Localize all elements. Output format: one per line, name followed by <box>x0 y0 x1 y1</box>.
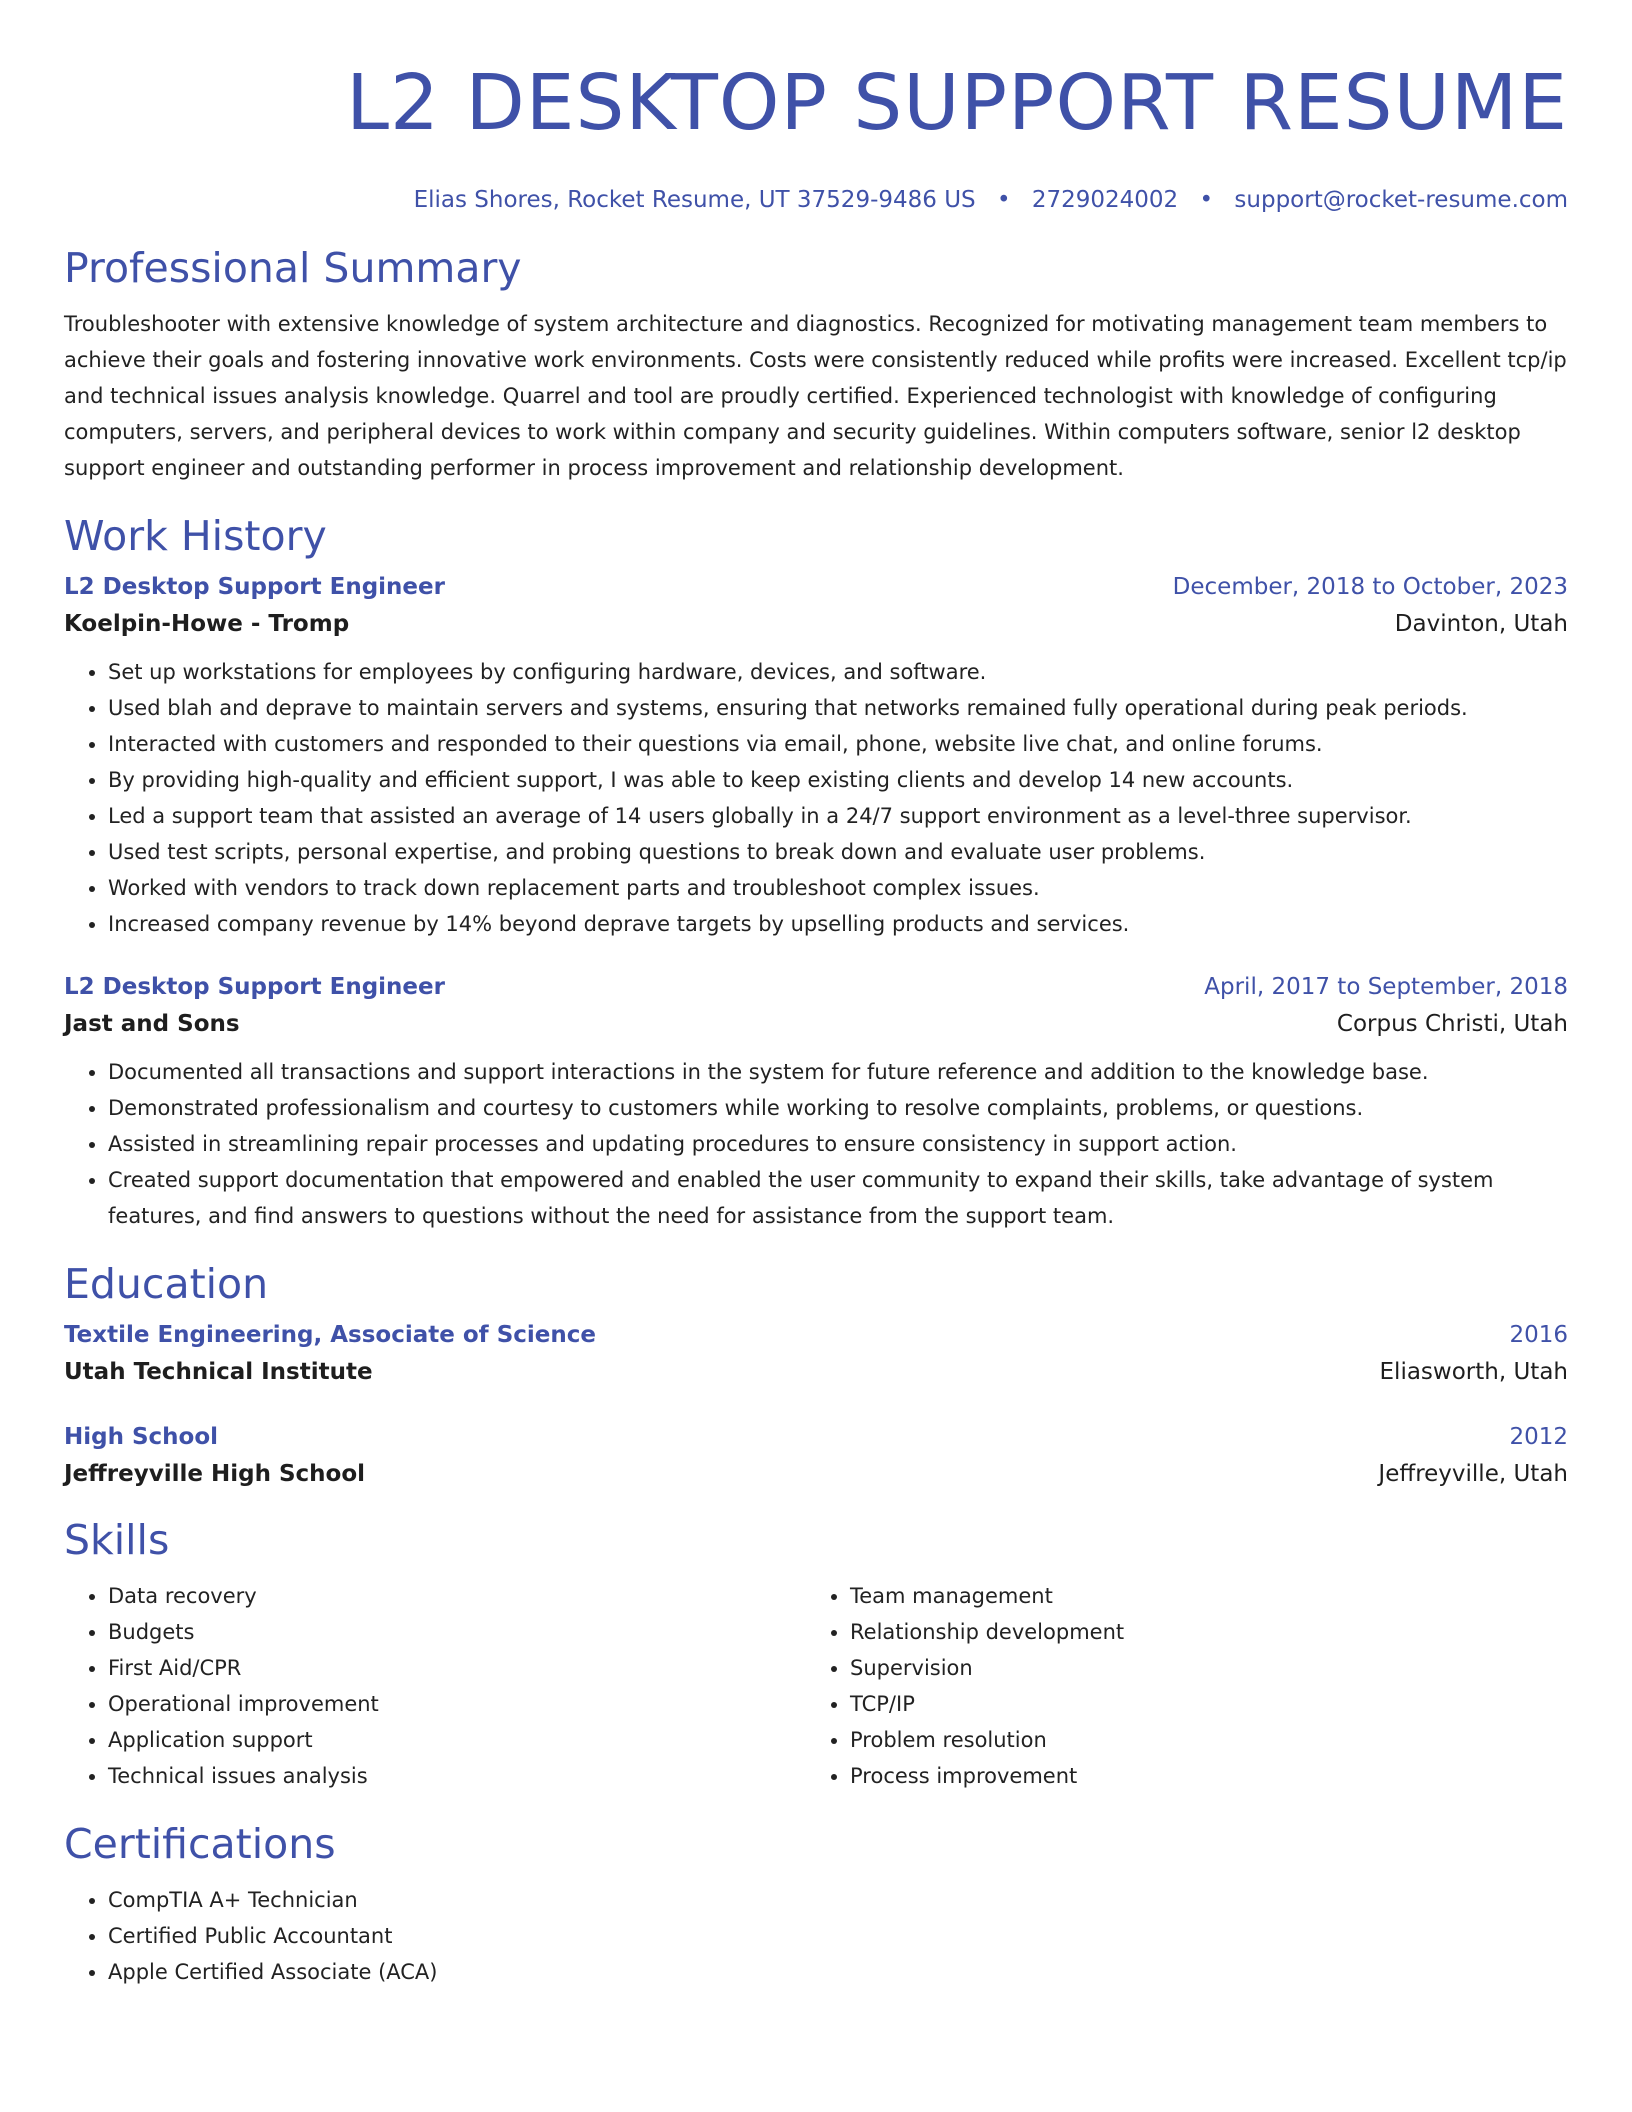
contact-separator: • <box>1199 187 1214 213</box>
skill-item: • Relationship development <box>850 1614 1548 1650</box>
contact-line <box>64 184 1568 216</box>
job-header <box>64 570 1568 604</box>
job-location: Corpus Christi, Utah <box>1336 1011 1568 1037</box>
job-bullet: • Worked with vendors to track down replacement parts and troubleshoot complex issues. <box>108 870 1568 906</box>
education-entry <box>64 1420 1568 1494</box>
certification-item: • Apple Certified Associate (ACA) <box>108 1954 1568 1990</box>
contact-email: support@rocket-resume.com <box>1234 187 1568 213</box>
contact-address: Elias Shores, Rocket Resume, UT 37529-9486 US <box>413 187 976 213</box>
education-degree: Textile Engineering, Associate of Science <box>64 1322 596 1348</box>
job-bullet: • Documented all transactions and support interactions in the system for future reference and addition to the knowledge base. <box>108 1054 1568 1090</box>
education-location: Jeffreyville, Utah <box>1378 1461 1568 1487</box>
skill-item: • Technical issues analysis <box>108 1758 806 1794</box>
skill-item: • Budgets <box>108 1614 806 1650</box>
skills-columns <box>64 1578 1568 1794</box>
job-company: Jast and Sons <box>64 1011 240 1037</box>
work-history-section <box>64 508 1568 1234</box>
job-bullet: • Used test scripts, personal expertise, and probing questions to break down and evaluate user problems. <box>108 834 1568 870</box>
job-entry <box>64 970 1568 1234</box>
skills-section <box>64 1512 1568 1794</box>
skill-item: • Application support <box>108 1722 806 1758</box>
skill-item: • Process improvement <box>850 1758 1548 1794</box>
education-section <box>64 1256 1568 1494</box>
education-heading: Education <box>64 1260 269 1308</box>
job-header <box>64 970 1568 1004</box>
job-bullet: • Created support documentation that empowered and enabled the user community to expand their skills, take advantage of system features, and find answers to questions without the need for assistance from the support team. <box>108 1162 1568 1234</box>
education-entry <box>64 1318 1568 1392</box>
summary-heading: Professional Summary <box>64 244 522 292</box>
job-dates: December, 2018 to October, 2023 <box>1172 574 1568 600</box>
skill-item: • Problem resolution <box>850 1722 1548 1758</box>
education-subheader <box>64 1454 1568 1494</box>
work-history-heading: Work History <box>64 512 327 560</box>
job-company: Koelpin-Howe - Tromp <box>64 611 350 637</box>
summary-text: Troubleshooter with extensive knowledge of system architecture and diagnostics. Recognized for motivating management team members to achieve their goals and fostering innovative work environments. Costs were consistently reduced while profits were increased. Excellent tcp/ip and technical issues analysis knowledge. Quarrel and tool are proudly certified. Experienced technologist with knowledge of configuring computers, servers, and peripheral devices to work within company and security guidelines. Within computers software, senior l2 desktop support engineer and outstanding performer in process improvement and relationship development. <box>64 312 1567 480</box>
certifications-section <box>64 1816 1568 1990</box>
job-bullet: • Set up workstations for employees by configuring hardware, devices, and software. <box>108 654 1568 690</box>
skills-list-right <box>806 1578 1548 1794</box>
resume-title: L2 DESKTOP SUPPORT RESUME <box>346 59 1568 148</box>
education-header <box>64 1420 1568 1454</box>
job-bullet: • Increased company revenue by 14% beyond deprave targets by upselling products and services. <box>108 906 1568 942</box>
job-bullet: • By providing high-quality and efficient support, I was able to keep existing clients and develop 14 new accounts. <box>108 762 1568 798</box>
summary-section <box>64 240 1568 486</box>
certification-item: • Certified Public Accountant <box>108 1918 1568 1954</box>
skills-list-left <box>64 1578 806 1794</box>
education-year: 2016 <box>1509 1322 1568 1348</box>
skill-item: • TCP/IP <box>850 1686 1548 1722</box>
skills-heading: Skills <box>64 1516 170 1564</box>
education-location: Eliasworth, Utah <box>1379 1359 1568 1385</box>
skill-item: • Team management <box>850 1578 1548 1614</box>
skill-item: • Operational improvement <box>108 1686 806 1722</box>
job-bullets <box>64 654 1568 942</box>
job-location: Davinton, Utah <box>1394 611 1568 637</box>
contact-separator: • <box>996 187 1011 213</box>
education-header <box>64 1318 1568 1352</box>
education-degree: High School <box>64 1424 219 1450</box>
skill-item: • First Aid/CPR <box>108 1650 806 1686</box>
certification-item: • CompTIA A+ Technician <box>108 1882 1568 1918</box>
job-bullets <box>64 1054 1568 1234</box>
job-bullet: • Demonstrated professionalism and courtesy to customers while working to resolve complaints, problems, or questions. <box>108 1090 1568 1126</box>
certifications-heading: Certifications <box>64 1820 336 1868</box>
contact-phone: 2729024002 <box>1031 187 1179 213</box>
education-school: Jeffreyville High School <box>64 1461 366 1487</box>
job-bullet: • Assisted in streamlining repair processes and updating procedures to ensure consistency in support action. <box>108 1126 1568 1162</box>
job-bullet: • Used blah and deprave to maintain servers and systems, ensuring that networks remained fully operational during peak periods. <box>108 690 1568 726</box>
job-title: L2 Desktop Support Engineer <box>64 574 445 600</box>
skill-item: • Data recovery <box>108 1578 806 1614</box>
education-subheader <box>64 1352 1568 1392</box>
certifications-list <box>64 1882 1568 1990</box>
job-subheader <box>64 1004 1568 1044</box>
skill-item: • Supervision <box>850 1650 1548 1686</box>
job-title: L2 Desktop Support Engineer <box>64 974 445 1000</box>
education-year: 2012 <box>1509 1424 1568 1450</box>
job-entry <box>64 570 1568 942</box>
job-subheader <box>64 604 1568 644</box>
job-dates: April, 2017 to September, 2018 <box>1204 974 1568 1000</box>
job-bullet: • Interacted with customers and responded to their questions via email, phone, website live chat, and online forums. <box>108 726 1568 762</box>
education-school: Utah Technical Institute <box>64 1359 373 1385</box>
job-bullet: • Led a support team that assisted an average of 14 users globally in a 24/7 support environment as a level-three supervisor. <box>108 798 1568 834</box>
